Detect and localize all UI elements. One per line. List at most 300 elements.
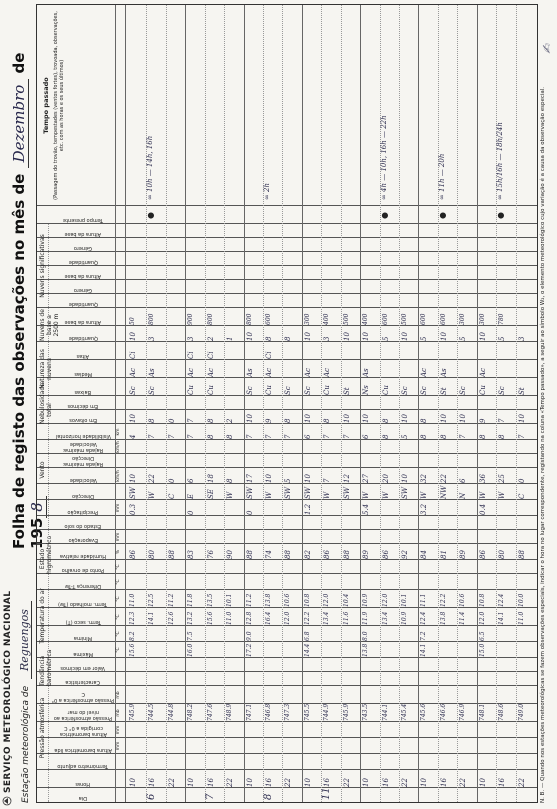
hour: 22: [167, 778, 176, 787]
group-tendency: Tendência barométrica: [39, 649, 53, 686]
wind-direction: W: [323, 491, 332, 499]
wet-bulb: 10.1: [226, 593, 234, 607]
cloud-base-height: 800: [245, 313, 253, 325]
col-rule: [37, 737, 537, 738]
hour: 10: [187, 778, 196, 787]
column-header: Género: [73, 245, 93, 251]
column-header-past: Tempo passado: [42, 77, 50, 134]
day-band-rule: [418, 5, 419, 802]
wind-speed: 17: [245, 474, 254, 483]
column-header: Pressão atmosférica a 0° C: [51, 691, 115, 703]
cloud-base-qty: 5: [498, 336, 507, 341]
hour: 16: [439, 778, 448, 787]
pressure-value: 747.1: [245, 703, 253, 721]
temp-max: 14.4: [303, 643, 311, 657]
dry-bulb: 12.2: [303, 611, 311, 625]
cloud-oktas: 7: [187, 418, 196, 423]
column-header: Term. molhado (Tw): [58, 601, 108, 607]
station-label: Estação meteorológica de: [21, 685, 31, 803]
pressure-value: 747.3: [284, 703, 292, 721]
unit-label: °C: [116, 631, 121, 637]
wind-direction: W: [420, 491, 429, 499]
cloud-low: Cu: [381, 385, 390, 395]
past-weather: ∞ 11h — 20h: [437, 153, 446, 200]
column-header: Característica: [65, 679, 101, 685]
pressure-value: 747.6: [206, 703, 214, 721]
column-header: Quantidade: [68, 301, 98, 307]
pressure-value: 744.1: [381, 703, 389, 721]
hour: 16: [498, 778, 507, 787]
cloud-mid: Ac: [206, 368, 215, 377]
year-digit: 8: [28, 496, 47, 518]
present-weather-icon: ●: [379, 212, 389, 219]
cloud-low: Sc: [420, 386, 429, 395]
cloud-high: Ci: [206, 351, 215, 359]
visibility: 7: [245, 434, 254, 439]
cloud-base-height: 500: [342, 313, 350, 325]
wind-speed: 20: [381, 474, 390, 483]
group-cloud-nature: Natureza das nuvens: [39, 349, 53, 389]
hour-rule: [438, 5, 439, 802]
cloud-oktas: 9: [478, 418, 487, 423]
unit-label: mm: [116, 532, 121, 542]
column-header: Máxima: [73, 651, 93, 657]
day-band-rule: [477, 5, 478, 802]
group-humidity: Estado higrométrico: [39, 535, 53, 574]
cloud-base-height: 780: [498, 313, 506, 325]
column-header: Ponto de orvalho: [61, 567, 105, 573]
pressure-value: 745.4: [401, 703, 408, 721]
column-header: Em oitavos: [69, 417, 97, 423]
temp-min: 8.0: [362, 631, 370, 641]
unit-label: km/h: [116, 441, 121, 453]
cloud-base-qty: 3: [148, 336, 157, 341]
hour: 16: [265, 778, 273, 787]
wet-bulb: 10.0: [517, 593, 525, 607]
cloud-base-qty: 2: [206, 336, 215, 341]
wet-bulb: 12.0: [381, 593, 389, 607]
wind-speed: 6: [187, 478, 196, 483]
column-header: Termómetro adjunto: [57, 763, 109, 769]
temp-max: 14.1: [420, 643, 428, 657]
precipitation: 0.4: [478, 503, 487, 515]
cloud-oktas: 10: [303, 414, 312, 423]
humidity: 81: [439, 550, 448, 559]
cloud-oktas: 8: [206, 418, 215, 423]
col-rule: [37, 395, 537, 396]
humidity: 89: [362, 550, 371, 559]
pressure-value: 744.9: [323, 703, 331, 721]
cloud-oktas: 10: [245, 414, 254, 423]
wet-bulb: 10.8: [303, 593, 311, 607]
cloud-base-qty: 10: [245, 332, 254, 341]
humidity: 80: [148, 550, 157, 559]
cloud-mid: As: [439, 368, 448, 377]
cloud-oktas: 10: [459, 414, 468, 423]
wind-direction: SW: [129, 487, 137, 499]
column-header: Humidade relativa: [59, 553, 107, 559]
temp-max: 17.2: [245, 643, 253, 657]
cloud-base-qty: 3: [517, 336, 526, 341]
cloud-low: Sc: [148, 386, 157, 395]
unit-label: °C: [116, 596, 121, 602]
dry-bulb: 13.2: [187, 611, 195, 625]
cloud-oktas: 10: [342, 414, 351, 423]
group-cloud-base: Nuvens de base a 2500 m: [39, 309, 60, 341]
humidity: 92: [401, 550, 409, 559]
visibility: 4: [129, 434, 137, 439]
column-header: Dia: [78, 795, 88, 801]
cloud-base-height: 600: [265, 313, 272, 325]
cloud-oktas: 10: [517, 414, 526, 423]
humidity: 80: [498, 550, 507, 559]
column-header: Direcção: [72, 493, 94, 499]
humidity: 86: [323, 550, 332, 559]
wind-direction: W: [478, 491, 487, 499]
dry-bulb: 14.1: [148, 611, 156, 625]
cloud-oktas: 10: [129, 414, 137, 423]
past-weather: ∞ 10h — 14h, 16h: [146, 135, 155, 200]
hour: 22: [401, 778, 409, 787]
pressure-value: 745.9: [342, 703, 350, 721]
cloud-oktas: 7: [498, 418, 507, 423]
dry-bulb: 12.0: [284, 611, 292, 625]
humidity: 88: [245, 550, 254, 559]
precipitation: 0: [245, 510, 254, 515]
humidity: 89: [459, 550, 468, 559]
wet-bulb: 13.5: [206, 593, 214, 607]
hour: 22: [342, 778, 351, 787]
hour: 16: [381, 778, 390, 787]
cloud-base-height: 400: [323, 313, 331, 325]
column-header: Em décimos: [67, 403, 99, 409]
wind-direction: W: [362, 491, 371, 499]
wind-speed: 22: [439, 474, 448, 483]
hour-rule: [166, 5, 167, 802]
wet-bulb: 12.2: [439, 593, 447, 607]
cloud-mid: Ac: [478, 368, 487, 377]
cloud-low: St: [439, 387, 448, 395]
col-rule: [37, 529, 537, 530]
cloud-base-height: 500: [401, 313, 408, 325]
pressure-value: 744.5: [148, 703, 156, 721]
hour-rule: [399, 5, 400, 802]
hour-rule: [321, 5, 322, 802]
humidity: 86: [129, 550, 137, 559]
col-rule: [37, 543, 537, 544]
wind-direction: W: [265, 491, 273, 499]
col-rule: [37, 607, 537, 608]
dry-bulb: 11.6: [342, 611, 350, 625]
humidity: 90: [226, 550, 235, 559]
signature: ✍︎: [540, 43, 554, 54]
wet-bulb: 12.0: [323, 593, 331, 607]
hour: 10: [129, 778, 137, 787]
visibility: 7: [265, 434, 273, 439]
temp-min: 9.0: [245, 631, 253, 641]
cloud-base-qty: 10: [342, 332, 351, 341]
column-header: Term. seco (T): [65, 619, 101, 625]
cloud-base-qty: 3: [187, 336, 196, 341]
hour: 10: [245, 778, 254, 787]
column-header: Altura da base: [64, 273, 102, 279]
day-number: 6: [146, 793, 158, 800]
col-rule: [37, 589, 537, 590]
header-group-rule: [48, 224, 49, 802]
column-header: Altura barométrica lida: [54, 747, 112, 753]
wet-bulb: 10.8: [478, 593, 486, 607]
wind-direction: SW: [342, 487, 351, 499]
col-rule: [37, 657, 537, 658]
pressure-value: 748.9: [226, 703, 234, 721]
col-rule: [37, 439, 537, 440]
wind-speed: 12: [342, 474, 351, 483]
dry-bulb: 14.1: [498, 611, 506, 625]
pressure-value: 745.6: [420, 703, 428, 721]
cloud-base-qty: 10: [439, 332, 448, 341]
column-header: Médias: [74, 371, 92, 377]
column-header: Mínima: [73, 635, 93, 641]
column-header: Estado do solo: [64, 523, 102, 529]
dry-bulb: 15.6: [206, 611, 214, 625]
present-weather-icon: ●: [437, 212, 447, 219]
cloud-base-qty: 3: [323, 336, 332, 341]
wet-bulb: 12.4: [498, 593, 506, 607]
present-weather-icon: ●: [496, 212, 506, 219]
wet-bulb: 11.8: [187, 593, 195, 607]
hour-rule: [341, 5, 342, 802]
day-band-rule: [360, 5, 361, 802]
wind-speed: 0: [517, 478, 526, 483]
cloud-low: Sc: [129, 386, 137, 395]
wind-direction: NW: [439, 485, 448, 499]
cloud-base-height: 800: [148, 313, 156, 325]
col-rule: [37, 223, 537, 224]
unit-label: mm: [116, 741, 121, 751]
col-rule: [37, 499, 537, 500]
col-rule: [37, 641, 537, 642]
column-header: Horas: [75, 781, 91, 787]
visibility: 6: [362, 434, 371, 439]
cloud-base-qty: 10: [303, 332, 312, 341]
past-weather: ∞ 15h/16h — 18h/24h: [496, 122, 505, 200]
visibility: 7: [167, 434, 176, 439]
col-rule: [37, 483, 537, 484]
wind-speed: 10: [129, 474, 137, 483]
col-rule: [37, 787, 537, 788]
cloud-oktas: 8: [381, 418, 390, 423]
precipitation: 1.2: [303, 503, 312, 515]
day-number: 11: [321, 787, 333, 800]
hour-rule: [146, 5, 147, 802]
unit-label: mm: [116, 725, 121, 735]
wet-bulb: 11.2: [245, 593, 253, 607]
wind-speed: 8: [226, 478, 235, 483]
cloud-base-height: 600: [439, 313, 447, 325]
cloud-mid: Ac: [303, 368, 312, 377]
cloud-base-qty: 8: [284, 336, 293, 341]
wind-speed: 32: [420, 474, 429, 483]
column-header: Rajada máxima: Velocidade: [62, 441, 104, 453]
cloud-low: Sc: [498, 386, 507, 395]
col-rule: [37, 307, 537, 308]
cloud-base-height: 300: [459, 313, 467, 325]
wind-direction: W: [381, 491, 390, 499]
cloud-low: Cu: [187, 385, 196, 395]
temp-min: 6.5: [478, 631, 486, 641]
cloud-low: St: [342, 387, 351, 395]
temp-min: 6.8: [303, 631, 311, 641]
wind-direction: SE: [206, 489, 215, 499]
cloud-base-qty: 5: [459, 336, 468, 341]
dry-bulb: 10.9: [401, 611, 408, 625]
humidity: 88: [517, 550, 526, 559]
dry-bulb: 11.4: [459, 611, 467, 625]
hour: 10: [303, 778, 312, 787]
cloud-base-qty: 8: [265, 336, 273, 341]
cloud-high: Ci: [265, 351, 273, 359]
col-rule: [37, 453, 537, 454]
visibility: 8: [206, 434, 215, 439]
cloud-base-height: 400: [362, 313, 370, 325]
cloud-base-height: 800: [206, 313, 214, 325]
col-rule: [37, 423, 537, 424]
col-rule: [37, 559, 537, 560]
precipitation: 3.2: [420, 503, 429, 515]
cloud-mid: Ac: [265, 368, 273, 377]
column-header: Altas: [76, 353, 90, 359]
cloud-mid: As: [148, 368, 157, 377]
col-rule: [37, 685, 537, 686]
humidity: 82: [303, 550, 312, 559]
pressure-value: 748.6: [498, 703, 506, 721]
wind-speed: 27: [362, 474, 371, 483]
column-header: Rajada máxima: Direcção: [62, 455, 104, 467]
visibility: 7: [459, 434, 468, 439]
group-pressure: Pressão atmosférica: [39, 697, 46, 759]
column-header: Quantidade: [68, 335, 98, 341]
col-rule: [37, 279, 537, 280]
temp-max: 15.6: [129, 643, 136, 657]
wind-direction: SW: [303, 487, 312, 499]
wet-bulb: 10.4: [342, 593, 350, 607]
wind-speed: 25: [498, 474, 507, 483]
day-number: 8: [263, 793, 274, 800]
humidity: 76: [206, 550, 215, 559]
cloud-oktas: 2: [226, 418, 235, 423]
cloud-base-qty: 5: [420, 336, 429, 341]
dry-bulb: 16.4: [265, 611, 272, 625]
col-rule: [37, 341, 537, 342]
wet-bulb: 13.8: [265, 593, 272, 607]
dry-bulb: 12.8: [245, 611, 253, 625]
cloud-base-height: 300: [303, 313, 311, 325]
hour: 16: [206, 778, 215, 787]
wind-direction: C: [167, 493, 176, 499]
cloud-base-height: 600: [420, 313, 428, 325]
visibility: 7: [342, 434, 351, 439]
precipitation: 0: [187, 510, 196, 515]
visibility: 8: [478, 434, 487, 439]
wind-direction: SW: [245, 487, 254, 499]
cloud-oktas: 8: [148, 418, 157, 423]
title-prefix: Folha de registo das observações no mês de: [10, 173, 28, 549]
wet-bulb: 10.1: [401, 593, 408, 607]
humidity: 88: [342, 550, 351, 559]
cloud-mid: As: [245, 368, 254, 377]
pressure-value: 745.9: [129, 703, 136, 721]
wet-bulb: 12.5: [148, 593, 156, 607]
column-header: Baixas: [74, 389, 92, 395]
col-rule: [37, 671, 537, 672]
wind-direction: SW: [284, 487, 293, 499]
pressure-value: 746.9: [459, 703, 467, 721]
past-weather: ∞ 2h: [263, 182, 271, 200]
month: Dezembro: [10, 79, 29, 169]
column-header: Visibilidade horizontal: [55, 433, 111, 439]
hour-rule: [263, 5, 264, 802]
wind-direction: E: [187, 493, 196, 499]
hour-rule: [224, 5, 225, 802]
wet-bulb: 11.0: [129, 593, 136, 607]
cloud-low: Ns: [362, 385, 371, 395]
wind-direction: W: [226, 491, 235, 499]
hour: 22: [284, 778, 293, 787]
wind-direction: C: [517, 493, 526, 499]
cloud-base-height: 900: [187, 313, 195, 325]
hour: 22: [459, 778, 468, 787]
humidity: 86: [381, 550, 390, 559]
cloud-low: Cu: [478, 385, 487, 395]
visibility: 8: [498, 434, 507, 439]
hour-rule: [205, 5, 206, 802]
col-rule: [37, 721, 537, 722]
dry-bulb: 13.4: [323, 611, 331, 625]
day-band-rule: [244, 5, 245, 802]
cloud-mid: Ac: [420, 368, 429, 377]
hour: 10: [478, 778, 487, 787]
column-header: Velocidade: [69, 477, 97, 483]
cloud-oktas: 10: [439, 414, 448, 423]
column-header-past-note: (Passagem do trovão, tempestades (ventos fortes), trovoada, observações, etc. com as horas e os seus últimos): [53, 11, 65, 200]
cloud-mid: Ac: [187, 368, 196, 377]
station-line: [18, 601, 31, 803]
humidity: 83: [187, 550, 196, 559]
pressure-value: 744.8: [167, 703, 175, 721]
humidity: 88: [167, 550, 176, 559]
humidity: 84: [420, 550, 429, 559]
cloud-high: Ci: [187, 351, 196, 359]
pressure-value: 743.5: [362, 703, 370, 721]
cloud-low: Sc: [401, 386, 409, 395]
cloud-low: Cu: [206, 385, 215, 395]
temp-max: 15.0: [478, 643, 486, 657]
col-rule: [37, 769, 537, 770]
unit-label: °C: [116, 564, 121, 570]
column-header: Precipitação: [67, 509, 99, 515]
col-rule: [37, 467, 537, 468]
col-rule: [37, 409, 537, 410]
visibility: 5: [401, 434, 409, 439]
hour: 16: [148, 778, 157, 787]
humidity: 74: [265, 550, 273, 559]
col-rule: [37, 265, 537, 266]
day-number: 7: [204, 793, 216, 800]
wind-speed: 6: [459, 478, 468, 483]
pressure-value: 748.1: [478, 703, 486, 721]
hour-rule: [516, 5, 517, 802]
col-rule: [37, 625, 537, 626]
